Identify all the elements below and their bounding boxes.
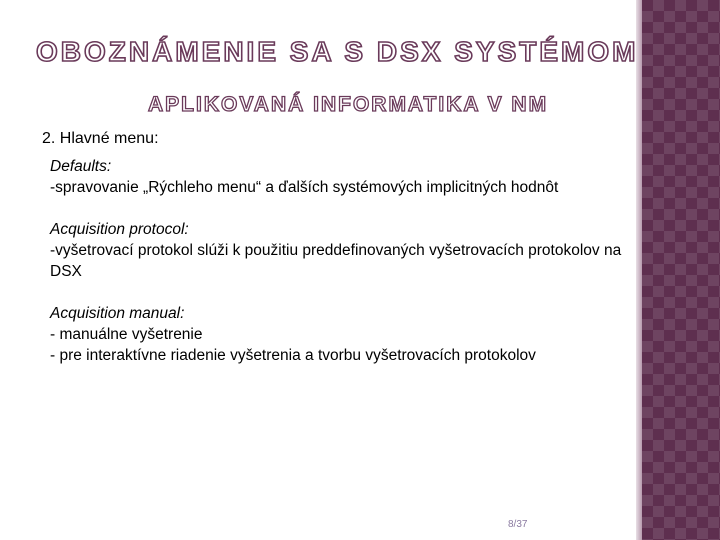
acquisition-manual-block xyxy=(50,303,630,366)
content-area xyxy=(50,156,630,387)
acquisition-manual-line-2: - pre interaktívne riadenie vyšetrenia a tvorbu vyšetrovacích protokolov xyxy=(50,347,536,364)
acquisition-protocol-title: Acquisition protocol: xyxy=(50,221,189,238)
acquisition-manual-line-1: - manuálne vyšetrenie xyxy=(50,326,203,343)
defaults-block xyxy=(50,156,630,198)
decorative-side-panel xyxy=(642,0,720,540)
slide-title: OBOZNÁMENIE SA S DSX SYSTÉMOM xyxy=(36,36,639,67)
acquisition-manual-title: Acquisition manual: xyxy=(50,305,185,322)
slide-number: 8/37 xyxy=(508,519,528,530)
acquisition-protocol-block xyxy=(50,219,630,282)
defaults-description: -spravovanie „Rýchleho menu“ a ďalších systémových implicitných hodnôt xyxy=(50,179,559,196)
defaults-title: Defaults: xyxy=(50,158,112,175)
section-heading: 2. Hlavné menu: xyxy=(42,130,159,147)
acquisition-protocol-description: -vyšetrovací protokol slúži k použitiu preddefinovaných vyšetrovacích protokolov na DSX xyxy=(50,242,622,280)
slide-subtitle: APLIKOVANÁ INFORMATIKA V NM xyxy=(148,93,549,116)
